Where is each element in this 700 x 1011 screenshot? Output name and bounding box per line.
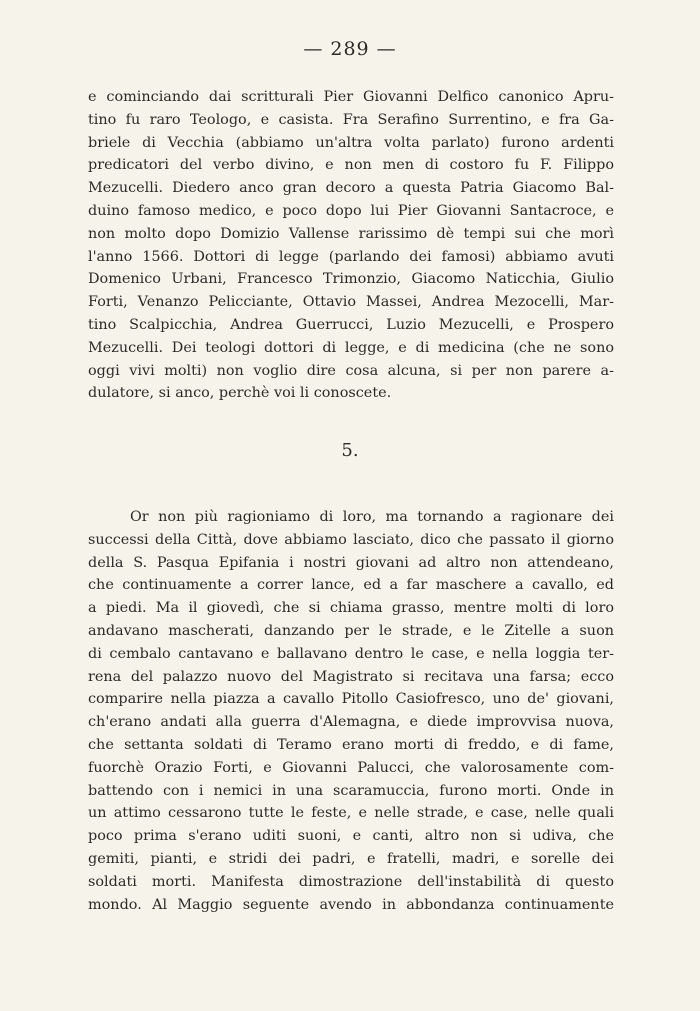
text-line: poco prima s'erano uditi suoni, e canti, altro non si udiva, che <box>88 828 614 845</box>
page-number: — 289 — <box>303 38 397 60</box>
text-line: della S. Pasqua Epifania i nostri giovani ad altro non attendeano, <box>88 554 614 571</box>
text-line: rena del palazzo nuovo del Magistrato si recitava una farsa; ecco <box>88 668 614 685</box>
text-line: l'anno 1566. Dottori di legge (parlando dei famosi) abbiamo avuti <box>88 248 614 265</box>
section-number: 5. <box>341 440 359 461</box>
text-line: dulatore, si anco, perchè voi li conoscete. <box>88 385 392 402</box>
text-line: di cembalo cantavano e ballavano dentro le case, e nella loggia ter- <box>88 645 614 662</box>
text-line: predicatori del verbo divino, e non men di costoro fu F. Filippo <box>88 157 614 174</box>
text-line: che settanta soldati di Teramo erano morti di freddo, e di fame, <box>88 736 614 753</box>
text-line: e cominciando dai scritturali Pier Giovanni Delfico canonico Apru- <box>88 89 614 105</box>
text-line: mondo. Al Maggio seguente avendo in abbondanza continuamente <box>88 896 614 913</box>
text-line: successi della Città, dove abbiamo lasciato, dico che passato il giorno <box>88 531 614 548</box>
text-line: Or non più ragioniamo di loro, ma tornando a ragionare dei <box>130 509 614 525</box>
text-line: andavano mascherati, danzando per le strade, e le Zitelle a suon <box>88 622 614 639</box>
text-line: gemiti, pianti, e stridi dei padri, e fratelli, madri, e sorelle dei <box>88 850 614 867</box>
text-line: tino fu raro Teologo, e casista. Fra Serafino Surrentino, e fra Ga- <box>88 111 614 128</box>
text-line: Mezucelli. Diedero anco gran decoro a questa Patria Giacomo Bal- <box>88 180 614 197</box>
text-line: Mezucelli. Dei teologi dottori di legge, e di medicina (che ne sono <box>88 339 614 356</box>
text-line: che continuamente a correr lance, ed a far maschere a cavallo, ed <box>88 577 614 594</box>
text-line: a piedi. Ma il giovedì, che si chiama grasso, mentre molti di loro <box>88 600 614 617</box>
text-line: Forti, Venanzo Pelicciante, Ottavio Massei, Andrea Mezocelli, Mar- <box>88 294 614 311</box>
paragraph-2 <box>88 506 614 916</box>
text-line: un attimo cessarono tutte le feste, e nelle strade, e case, nelle quali <box>88 805 614 822</box>
text-line: Domenico Urbani, Francesco Trimonzio, Giacomo Naticchia, Giulio <box>88 271 614 288</box>
text-line: ch'erano andati alla guerra d'Alemagna, e diede improvvisa nuova, <box>88 714 614 731</box>
text-line: oggi vivi molti) non voglio dire cosa alcuna, si per non parere a- <box>88 362 614 379</box>
text-line: soldati morti. Manifesta dimostrazione dell'instabilità di questo <box>88 873 614 890</box>
text-line: fuorchè Orazio Forti, e Giovanni Palucci, che valorosamente com- <box>88 759 614 776</box>
text-line: tino Scalpicchia, Andrea Guerrucci, Luzio Mezucelli, e Prospero <box>88 316 614 333</box>
text-line: duino famoso medico, e poco dopo lui Pier Giovanni Santacroce, e <box>88 202 614 219</box>
paragraph-1 <box>88 86 614 405</box>
text-line: comparire nella piazza a cavallo Pitollo Casiofresco, uno de' giovani, <box>88 691 614 708</box>
text-line: briele di Vecchia (abbiamo un'altra volta parlato) furono ardenti <box>88 134 614 151</box>
text-line: non molto dopo Domizio Vallense rarissimo dè tempi sui che morì <box>88 225 614 242</box>
text-line: battendo con i nemici in una scaramuccia, furono morti. Onde in <box>88 782 614 799</box>
